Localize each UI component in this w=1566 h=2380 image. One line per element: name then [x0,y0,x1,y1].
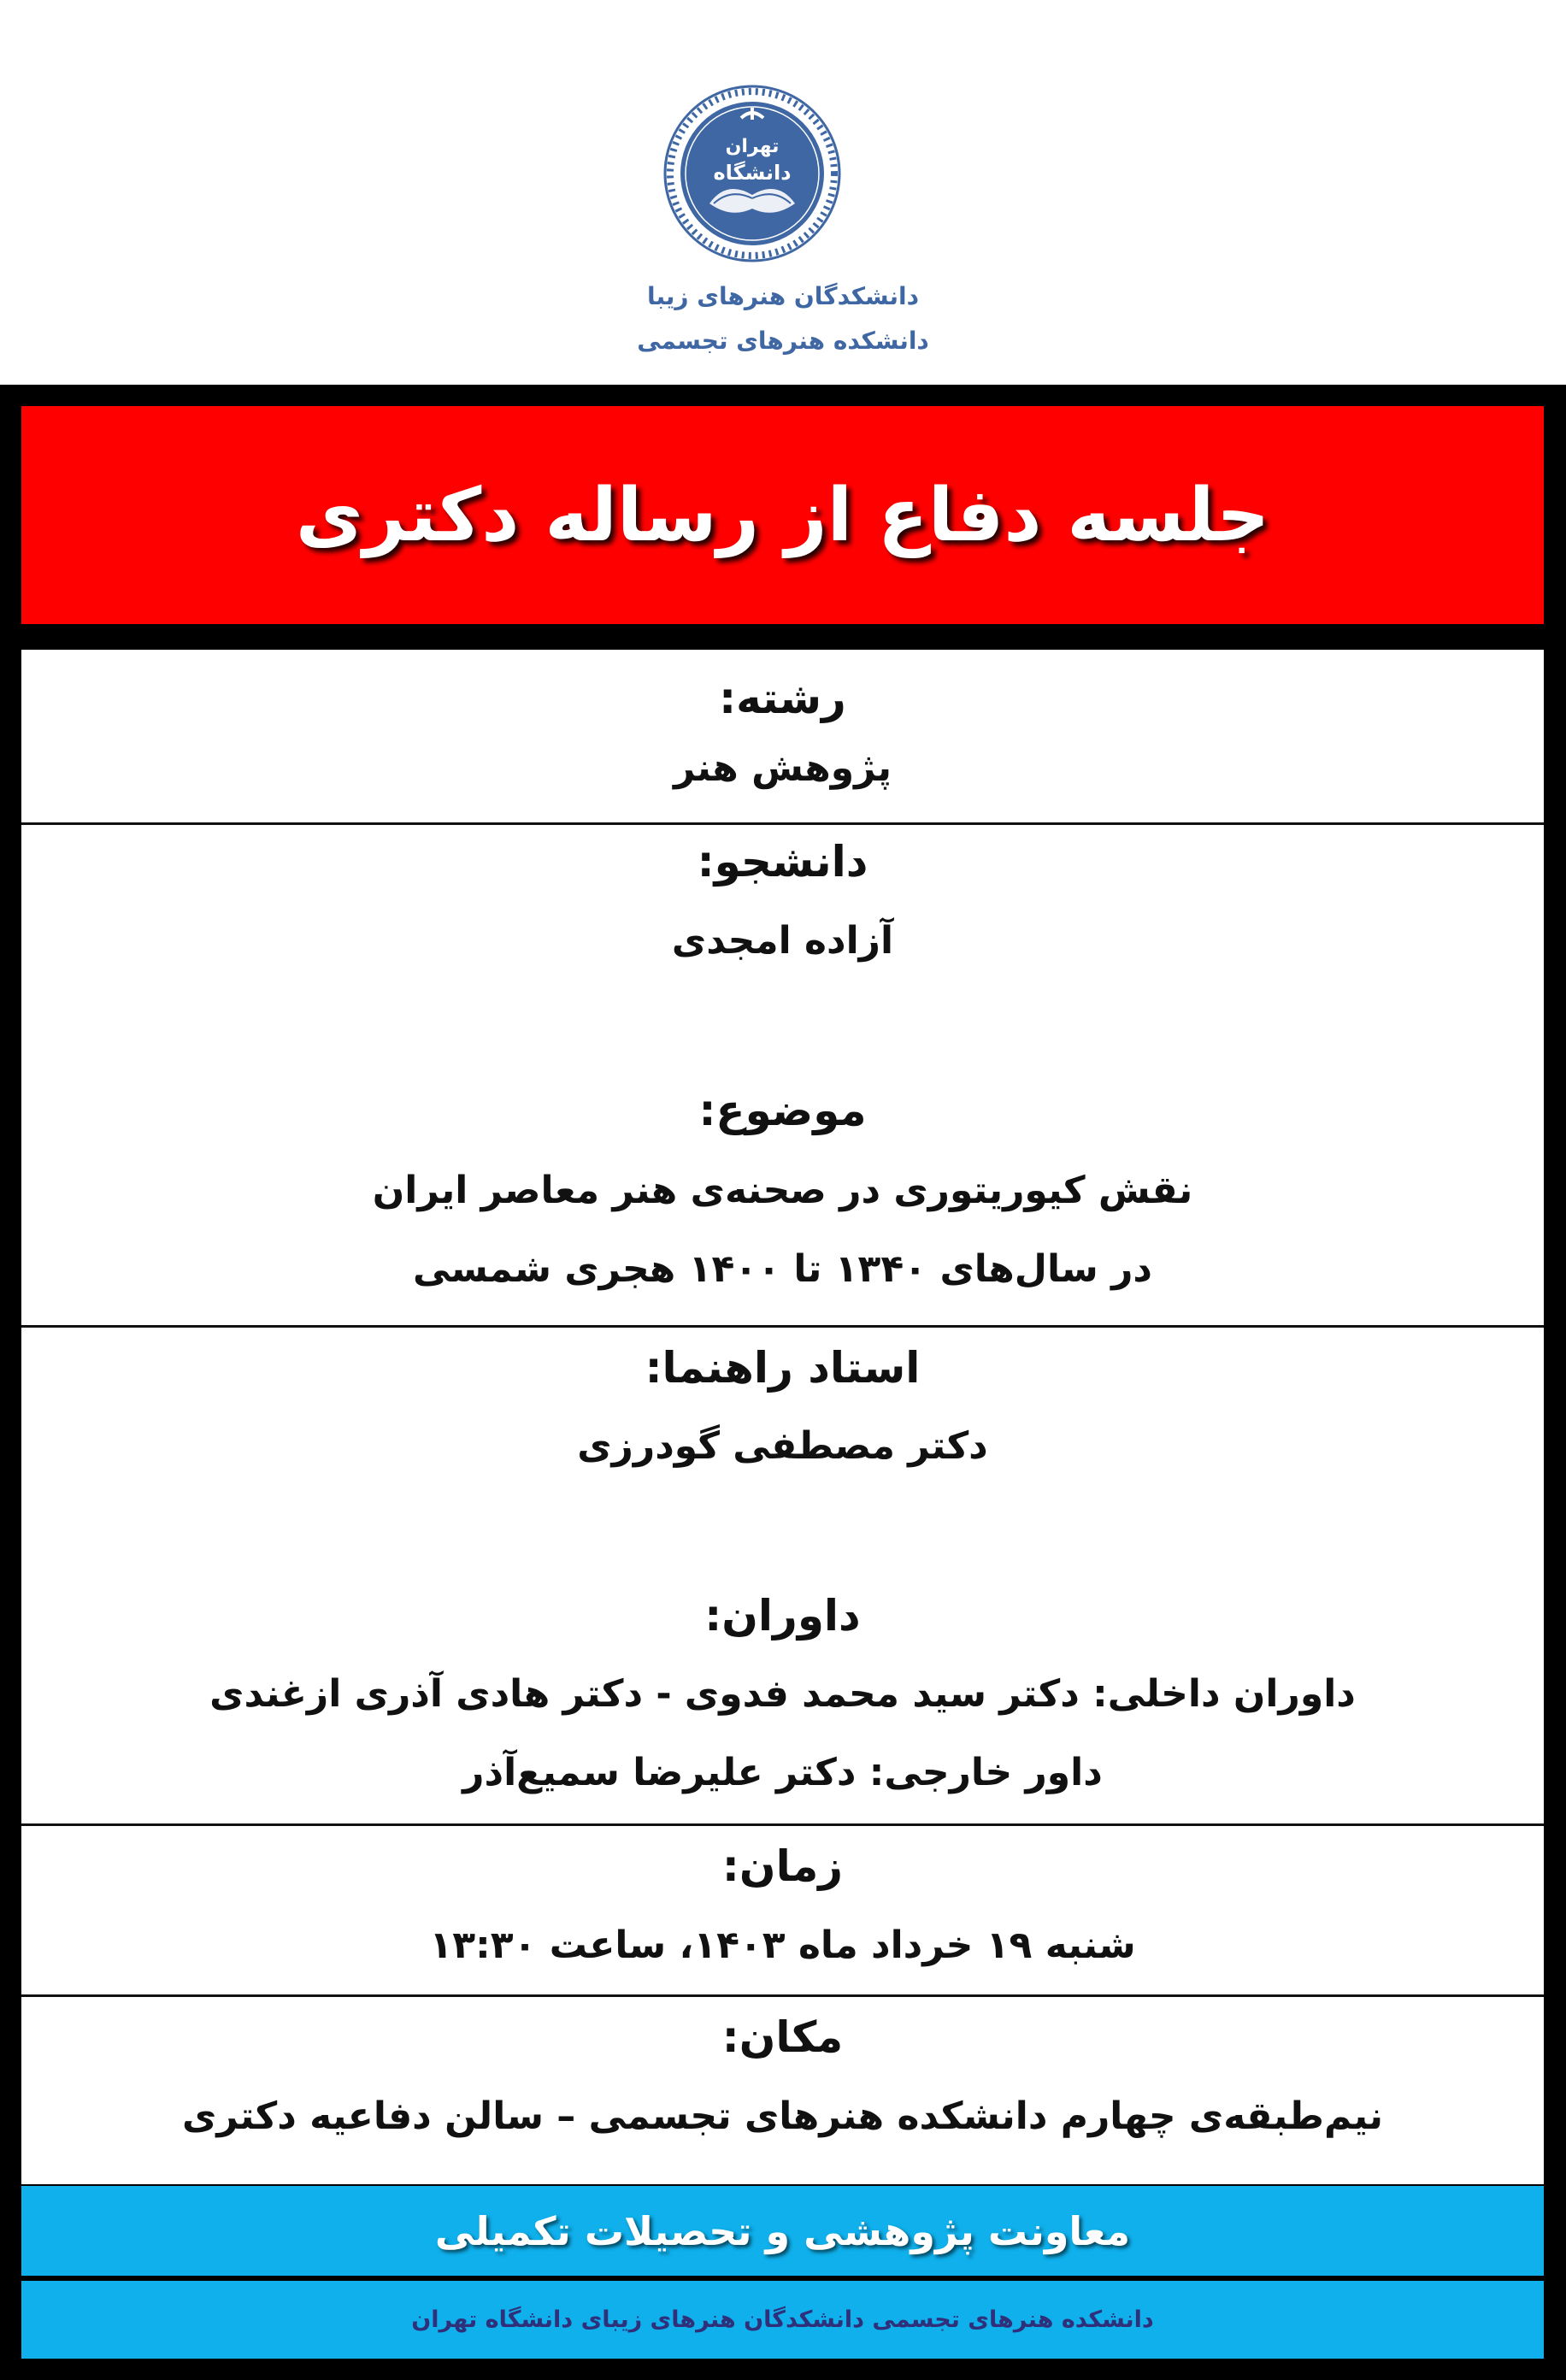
page-title: جلسه دفاع از رساله دکتری [295,472,1270,558]
faculty-name: دانشکده هنرهای تجسمی [637,327,929,355]
external-referee: داور خارجی: دکتر علیرضا سمیع‌آذر [462,1751,1103,1794]
svg-text:تهران: تهران [725,136,780,157]
svg-text:دانشگاه: دانشگاه [713,161,792,185]
office-bar [21,2186,1544,2276]
time-section [21,1826,1544,1997]
student-topic-section [21,825,1544,1328]
internal-referees: داوران داخلی: دکتر سید محمد فدوی - دکتر هادی آذری ازغندی [209,1672,1356,1716]
time-value: شنبه ۱۹ خرداد ماه ۱۴۰۳، ساعت ۱۳:۳۰ [429,1923,1136,1967]
faculty-bar [21,2281,1544,2359]
advisor-value: دکتر مصطفی گودرزی [577,1424,988,1468]
office-name: معاونت پژوهشی و تحصیلات تکمیلی [434,2207,1131,2254]
place-value: نیم‌طبقه‌ی چهارم دانشکده هنرهای تجسمی – سالن دفاعیه دکتری [182,2094,1383,2138]
info-panel [21,650,1544,2184]
field-value: پژوهش هنر [673,746,892,790]
place-label: مکان: [721,2012,844,2062]
referees-label: داوران: [704,1591,861,1641]
advisor-label: استاد راهنما: [645,1343,921,1393]
student-label: دانشجو: [697,837,868,887]
topic-value-line2: در سال‌های ۱۳۴۰ تا ۱۴۰۰ هجری شمسی [412,1247,1152,1291]
student-value: آزاده امجدی [671,919,894,963]
header [0,0,1566,385]
title-bar [21,406,1544,624]
advisor-referees-section [21,1328,1544,1826]
university-seal-icon [662,84,842,263]
topic-value-line1: نقش کیوریتوری در صحنه‌ی هنر معاصر ایران [372,1169,1193,1212]
field-section [21,650,1544,825]
faculty-full-name: دانشکده هنرهای تجسمی دانشکدگان هنرهای زیبای دانشگاه تهران [411,2306,1154,2333]
field-label: رشته: [719,674,846,723]
topic-label: موضوع: [698,1086,867,1135]
faculties-name: دانشکدگان هنرهای زیبا [646,282,920,310]
place-section [21,1997,1544,2184]
time-label: زمان: [721,1841,844,1891]
